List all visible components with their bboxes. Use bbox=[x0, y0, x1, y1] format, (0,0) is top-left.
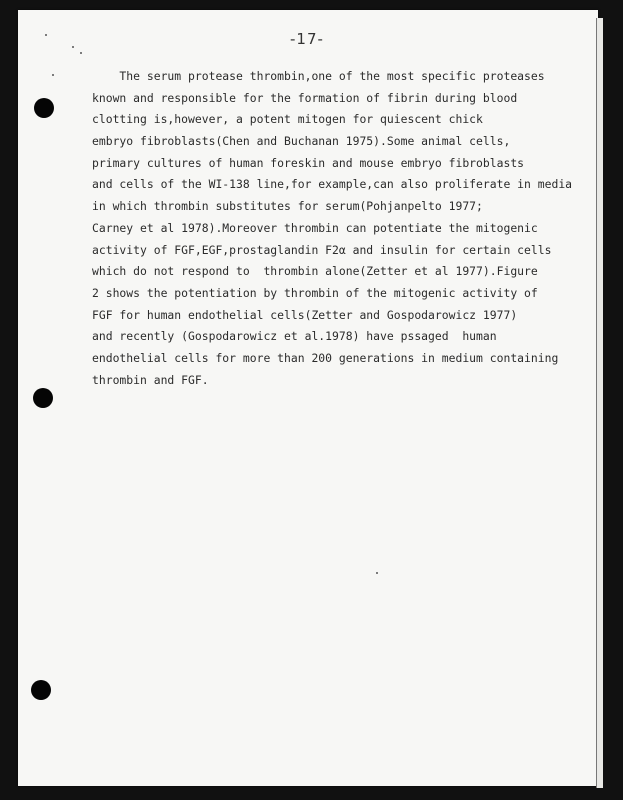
scan-speck bbox=[72, 46, 74, 48]
text-line: thrombin and FGF. bbox=[92, 372, 209, 387]
text-line: known and responsible for the formation of fibrin during blood bbox=[92, 90, 518, 105]
text-line: primary cultures of human foreskin and mouse embryo fibroblasts bbox=[92, 155, 525, 170]
page-number: -17- bbox=[290, 30, 324, 48]
binder-hole-middle bbox=[33, 388, 53, 408]
text-line: embryo fibroblasts(Chen and Buchanan 1975).Some animal cells, bbox=[92, 134, 511, 149]
body-paragraph bbox=[92, 66, 592, 391]
text-line: clotting is,however, a potent mitogen for quiescent chick bbox=[92, 112, 483, 127]
scan-speck bbox=[52, 74, 54, 76]
scan-speck bbox=[45, 34, 47, 36]
text-line: which do not respond to thrombin alone(Zetter et al 1977).Figure bbox=[92, 264, 538, 279]
text-line: and cells of the WI-138 line,for example,can also proliferate in media bbox=[92, 177, 573, 192]
text-line: activity of FGF,EGF,prostaglandin F2α and insulin for certain cells bbox=[92, 242, 552, 257]
text-line: endothelial cells for more than 200 generations in medium containing bbox=[92, 350, 559, 365]
text-line: The serum protease thrombin,one of the most specific proteases bbox=[92, 69, 545, 83]
text-line: in which thrombin substitutes for serum(Pohjanpelto 1977; bbox=[92, 199, 483, 214]
page-edge bbox=[596, 18, 603, 788]
text-line: Carney et al 1978).Moreover thrombin can potentiate the mitogenic bbox=[92, 220, 538, 235]
binder-hole-bottom bbox=[31, 680, 51, 700]
text-line: FGF for human endothelial cells(Zetter and Gospodarowicz 1977) bbox=[92, 307, 518, 322]
scan-speck bbox=[80, 52, 82, 54]
scan-speck bbox=[376, 572, 378, 574]
text-line: 2 shows the potentiation by thrombin of the mitogenic activity of bbox=[92, 285, 538, 300]
binder-hole-top bbox=[34, 98, 54, 118]
text-line: and recently (Gospodarowicz et al.1978) have pssaged human bbox=[92, 329, 497, 344]
